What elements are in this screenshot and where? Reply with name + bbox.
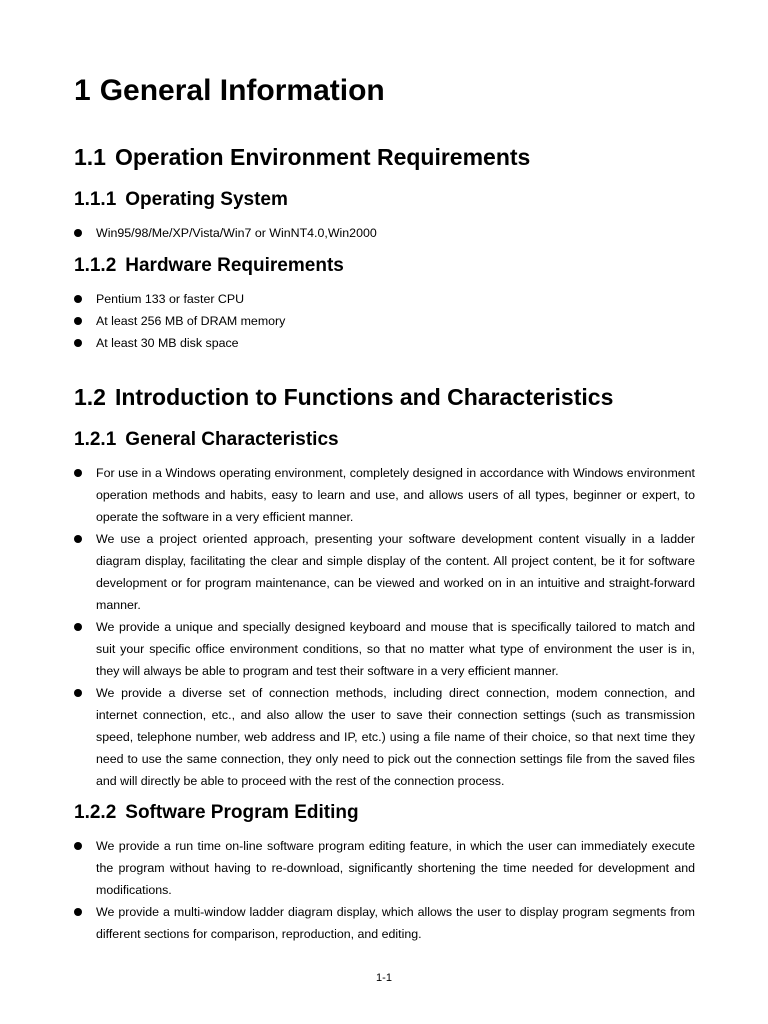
- bullet-icon: [74, 842, 82, 850]
- list-item: At least 256 MB of DRAM memory: [74, 310, 695, 332]
- bullet-icon: [74, 229, 82, 237]
- list-item: At least 30 MB disk space: [74, 332, 695, 354]
- subsection-1-2-2-title: Software Program Editing: [125, 802, 359, 823]
- list-item: We provide a unique and specially designed keyboard and mouse that is specifically tailored to match and suit your specific office environment conditions, so that no matter what type of environment the user is in, they will always be able to program and test their software in a very efficient manner.: [74, 616, 695, 682]
- subsection-1-1-1-heading: [74, 187, 288, 213]
- list-item: We provide a multi-window ladder diagram display, which allows the user to display program segments from different sections for comparison, reproduction, and editing.: [74, 901, 695, 945]
- subsection-1-2-2-number: 1.2.2: [74, 802, 117, 823]
- bullet-icon: [74, 689, 82, 697]
- chapter-number: 1: [74, 74, 91, 107]
- list-item: We provide a diverse set of connection methods, including direct connection, modem connection, and internet connection, etc., and also allow the user to save their connection settings (such as transmission speed, telephone number, web address and IP, etc.) using a file name of their choice, so that next time they need to use the same connection, they only need to pick out the connection settings file from the saved files and will directly be able to proceed with the rest of the connection process.: [74, 682, 695, 792]
- bullet-icon: [74, 317, 82, 325]
- list-item: We use a project oriented approach, presenting your software development content visually in a ladder diagram display, facilitating the clear and simple display of the content. All project content, be it for software development or for program maintenance, can be viewed and worked on in an intuitive and straight-forward manner.: [74, 528, 695, 616]
- subsection-1-2-1-heading: [74, 427, 339, 453]
- subsection-1-1-1-number: 1.1.1: [74, 189, 117, 210]
- list-item: Win95/98/Me/XP/Vista/Win7 or WinNT4.0,Win2000: [74, 222, 695, 244]
- subsection-1-2-1-number: 1.2.1: [74, 429, 117, 450]
- section-1-2-title: Introduction to Functions and Characteristics: [114, 384, 614, 410]
- subsection-1-1-2-number: 1.1.2: [74, 255, 117, 276]
- bullet-icon: [74, 908, 82, 916]
- list-item: Pentium 133 or faster CPU: [74, 288, 695, 310]
- chapter-title: General Information: [99, 74, 385, 107]
- bullet-icon: [74, 295, 82, 303]
- subsection-1-2-1-title: General Characteristics: [125, 429, 339, 450]
- page-number: 1-1: [376, 972, 392, 984]
- bullet-icon: [74, 469, 82, 477]
- section-1-1-heading: [74, 142, 530, 172]
- list-item: We provide a run time on-line software program editing feature, in which the user can immediately execute the program without having to re-download, significantly shortening the time needed for development and modifications.: [74, 835, 695, 901]
- subsection-1-1-1-title: Operating System: [125, 189, 288, 210]
- chapter-heading: [74, 72, 385, 110]
- section-1-1-title: Operation Environment Requirements: [114, 144, 531, 170]
- section-1-1-number: 1.1: [74, 144, 106, 170]
- subsection-1-1-2-title: Hardware Requirements: [125, 255, 344, 276]
- software-program-editing-list: [74, 835, 695, 945]
- section-1-2-number: 1.2: [74, 384, 106, 410]
- subsection-1-1-2-heading: [74, 253, 344, 279]
- subsection-1-2-2-heading: [74, 800, 359, 826]
- bullet-icon: [74, 535, 82, 543]
- general-characteristics-list: [74, 462, 695, 792]
- list-item: For use in a Windows operating environment, completely designed in accordance with Windows environment operation methods and habits, easy to learn and use, and allows users of all types, beginner or expert, to operate the software in a very efficient manner.: [74, 462, 695, 528]
- bullet-icon: [74, 623, 82, 631]
- section-1-2-heading: [74, 382, 613, 412]
- bullet-icon: [74, 339, 82, 347]
- operating-system-list: [74, 222, 695, 244]
- hardware-requirements-list: [74, 288, 695, 354]
